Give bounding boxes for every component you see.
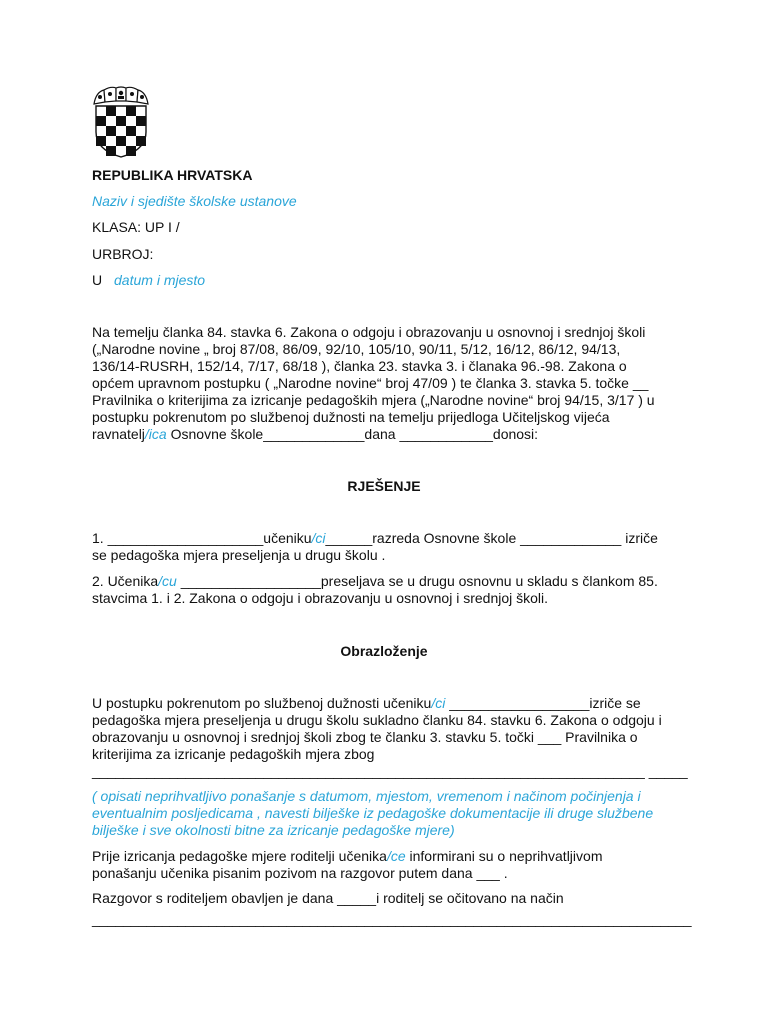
item-line: se pedagoška mjera preseljenja u drugu školu . bbox=[92, 547, 386, 563]
intro-line: općem upravnom postupku ( „Narodne novine“ broj 47/09 ) te članka 3. stavka 5. točke __ bbox=[92, 375, 649, 391]
intro-paragraph bbox=[92, 324, 672, 443]
parents-paragraph bbox=[92, 848, 672, 882]
gender-suffix: /ce bbox=[386, 848, 406, 864]
croatian-coat-of-arms-icon bbox=[92, 86, 150, 158]
reasoning-line bbox=[92, 695, 672, 712]
crest-square bbox=[96, 116, 106, 126]
reasoning-line: obrazovanju u osnovnoj i srednjoj školi zbog te članku 3. stavku 5. točki ___ Pravilnika o bbox=[92, 729, 638, 745]
country-name: REPUBLIKA HRVATSKA bbox=[92, 167, 253, 183]
intro-line: postupku pokrenutom po službenoj dužnosti na temelju prijedloga Učiteljskog vijeća bbox=[92, 409, 610, 425]
instruction-placeholder bbox=[92, 788, 672, 839]
crest-square bbox=[106, 146, 116, 156]
parents-text: informirani su o neprihvatljivom bbox=[405, 848, 603, 864]
intro-text: ravnatelj bbox=[92, 426, 145, 442]
gender-suffix: /cu bbox=[158, 573, 177, 589]
u-label: U bbox=[92, 272, 103, 288]
crest-square bbox=[126, 146, 136, 156]
date-place-line bbox=[92, 272, 205, 289]
crest-square bbox=[116, 116, 126, 126]
gender-suffix: /ci bbox=[311, 530, 326, 546]
item-line bbox=[92, 530, 682, 547]
conversation-paragraph bbox=[92, 890, 692, 928]
parents-text: Prije izricanja pedagoške mjere roditelji učenika bbox=[92, 848, 387, 864]
reasoning-text: U postupku pokrenutom po službenoj dužnosti učeniku bbox=[92, 695, 432, 711]
decision-title: RJEŠENJE bbox=[347, 478, 421, 494]
decision-item-2 bbox=[92, 573, 672, 607]
instruction-line: eventualnim posljedicama , navesti bilješke iz pedagoške dokumentacije ili druge službene bbox=[92, 805, 654, 821]
reasoning-title: Obrazloženje bbox=[340, 643, 428, 659]
date-place-placeholder: datum i mjesto bbox=[114, 272, 206, 288]
crest-square bbox=[96, 136, 106, 146]
intro-line: Na temelju članka 84. stavka 6. Zakona o odgoju i obrazovanju u osnovnoj i srednjoj školi bbox=[92, 324, 646, 340]
crest-square bbox=[126, 106, 136, 116]
urbroj-field: URBROJ: bbox=[92, 246, 154, 262]
conversation-line: _____________________________________________________________________________ bbox=[92, 911, 692, 927]
school-name-placeholder: Naziv i sjedište školske ustanove bbox=[92, 193, 297, 209]
instruction-line: bilješke i sve okolnosti bitne za izricanje pedagoške mjere) bbox=[92, 822, 455, 838]
reasoning-paragraph bbox=[92, 695, 688, 780]
item-text: __________________preseljava se u drugu osnovnu u skladu s člankom 85. bbox=[176, 573, 658, 589]
gender-suffix: /ica bbox=[144, 426, 167, 442]
reasoning-text: __________________izriče se bbox=[445, 695, 641, 711]
decision-item-1 bbox=[92, 530, 682, 564]
item-text: 1. ____________________učeniku bbox=[92, 530, 312, 546]
intro-text: Osnovne škole_____________dana ____________donosi: bbox=[166, 426, 539, 442]
conversation-line: Razgovor s roditeljem obavljen je dana _____i roditelj se očitovano na način bbox=[92, 890, 564, 906]
crest-square bbox=[126, 126, 136, 136]
gender-suffix: /ci bbox=[431, 695, 446, 711]
crest-square bbox=[136, 116, 146, 126]
item-line bbox=[92, 573, 672, 590]
instruction-line: ( opisati neprihvatljivo ponašanje s datumom, mjestom, vremenom i načinom počinjenja i bbox=[92, 788, 641, 804]
item-text: ______razreda Osnovne škole _____________ izriče bbox=[325, 530, 658, 546]
klasa-field: KLASA: UP I / bbox=[92, 219, 180, 235]
intro-line: Pravilnika o kriterijima za izricanje pedagoških mjera („Narodne novine“ broj 94/15, 3/17 ) u bbox=[92, 392, 655, 408]
crest-square bbox=[106, 106, 116, 116]
item-text: 2. Učenika bbox=[92, 573, 159, 589]
intro-line bbox=[92, 426, 672, 443]
crest-square bbox=[106, 126, 116, 136]
reasoning-line: kriterijima za izricanje pedagoških mjera zbog bbox=[92, 746, 375, 762]
item-line: stavcima 1. i 2. Zakona o odgoju i obrazovanju u osnovnoj i srednjoj školi. bbox=[92, 590, 549, 606]
parents-line: ponašanju učenika pisanim pozivom na razgovor putem dana ___ . bbox=[92, 865, 508, 881]
crest-square bbox=[136, 136, 146, 146]
intro-line: 136/14-RUSRH, 152/14, 7/17, 68/18 ), članka 23. stavka 3. i članaka 96.-98. Zakona o bbox=[92, 358, 627, 374]
parents-line bbox=[92, 848, 672, 865]
crest-square bbox=[116, 136, 126, 146]
reasoning-line: pedagoška mjera preseljenja u drugu školu sukladno članku 84. stavku 6. Zakona o odgoju i bbox=[92, 712, 662, 728]
reasoning-line: _______________________________________________________________________ _____ bbox=[92, 763, 688, 779]
intro-line: („Narodne novine „ broj 87/08, 86/09, 92/10, 105/10, 90/11, 5/12, 16/12, 86/12, 94/13, bbox=[92, 341, 621, 357]
